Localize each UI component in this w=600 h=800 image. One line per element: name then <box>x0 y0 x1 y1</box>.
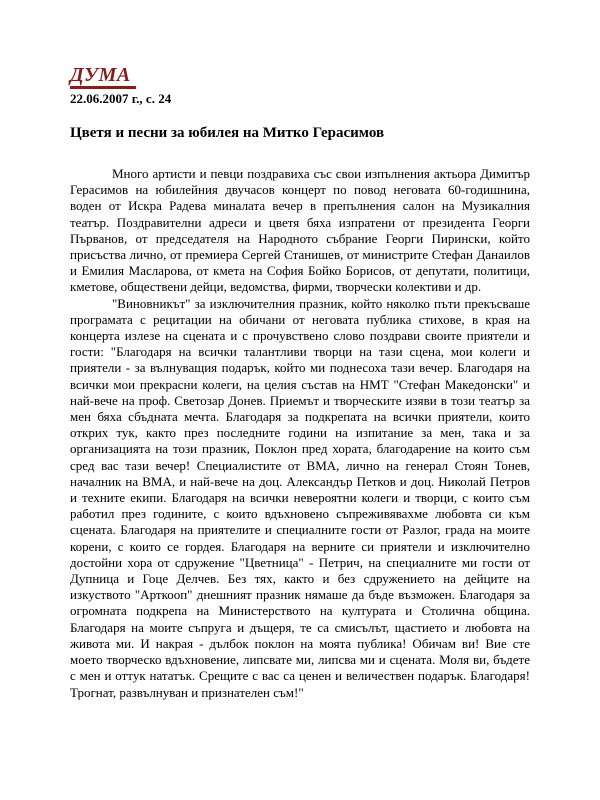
logo-text: ДУМА <box>70 64 131 86</box>
article-paragraph-2: "Виновникът" за изключителния празник, който няколко пъти прекъсваше програмата с рецитации на обичани от неговата публика стихове, в края на концерта излезе на сцената и с прочувствено слово поздрави своите приятели и гости: "Благодаря на всички талантливи творци на тази сцена, мои колеги и приятели - за вълнуващия подарък, който ми поднесоха тази вечер. Благодаря на всички мои прекрасни колеги, на целия състав на НМТ "Стефан Македонски" и най-вече на проф. Светозар Донев. Приемът и творческите изяви в този театър за мен бяха сбъдната мечта. Благодаря за подкрепата на всички приятели, които открих тук, както през последните години на изпитание за мен, така и за организацията на този празник, Поклон пред хората, благодарение на които съм сред вас тази вечер! Специалистите от ВМА, лично на генерал Стоян Тонев, началник на ВМА, и най-вече на доц. Александър Петков и доц. Николай Петров и техните екипи. Благодаря на всички невероятни колеги и творци, с които съм работил през годините, с които вдъхновено съпреживявахме любовта си към сцената. Благодаря на приятелите и специалните гости от Разлог, града на моите корени, с които се гордея. Благодаря на верните си приятели и изключително достойни хора от сдружение "Цветница" - Петрич, на специалните ми гости от Дупница и Гоце Делчев. Без тях, както и без сдружението на дейците на изкуството "Арткооп" днешният празник нямаше да бъде възможен. Благодаря за огромната подкрепа на Министерството на културата и Столична община. Благодаря на моите съпруга и дъщеря, те са смисълът, щастието и любовта на живота ми. И накрая - дълбок поклон на моята публика! Обичам ви! Вие сте моето творческо вдъхновение, липсвате ми, липсва ми и сцената. Моля ви, бъдете с мен и оттук нататък. Срещите с вас са ценен и величествен подарък. Благодаря! Трогнат, развълнуван и признателен съм!" <box>70 295 530 700</box>
logo-underline <box>70 86 136 89</box>
article-title: Цветя и песни за юбилея на Митко Герасимов <box>70 125 385 141</box>
article-body <box>70 166 530 701</box>
article-paragraph-1: Много артисти и певци поздравиха със свои изпълнения актьора Димитър Герасимов на юбилейния двучасов концерт по повод неговата 60-годишнина, воден от Искра Радева миналата вечер в препълнения салон на Музикалния театър. Поздравителни адреси и цветя бяха изпратени от президента Георги Първанов, от председателя на Народното събрание Георги Пирински, който присъства лично, от премиера Сергей Станишев, от министрите Стефан Данаилов и Емилия Масларова, от кмета на София Бойко Борисов, от депутати, политици, кметове, обществени дейци, ведомства, фирми, творчески колективи и др. <box>70 166 530 295</box>
newspaper-logo <box>70 64 136 90</box>
publication-date: 22.06.2007 г., с. 24 <box>70 91 172 106</box>
